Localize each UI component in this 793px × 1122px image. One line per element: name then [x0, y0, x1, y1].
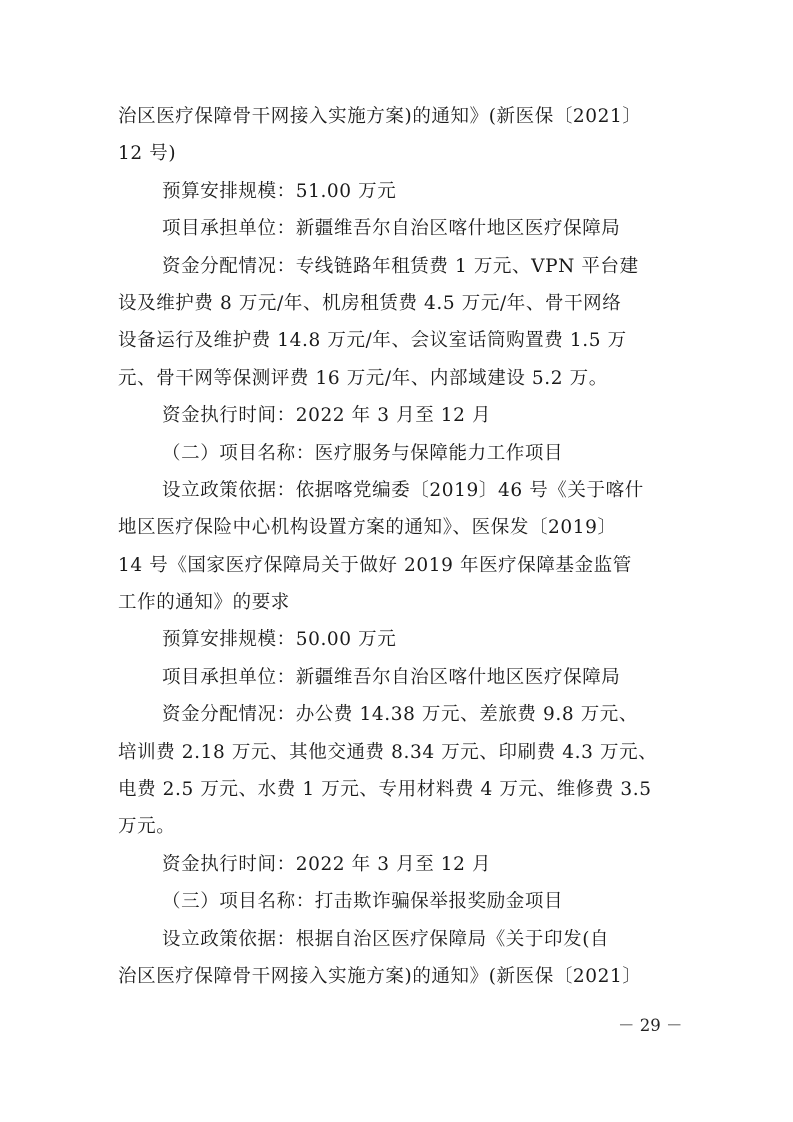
text-line: 万元。	[118, 816, 176, 838]
text-line: 工作的通知》的要求	[118, 592, 290, 614]
text-line: 地区医疗保险中心机构设置方案的通知》、医保发〔2019〕	[118, 517, 617, 539]
responsible-unit-line: 项目承担单位：新疆维吾尔自治区喀什地区医疗保障局	[162, 218, 621, 240]
responsible-unit-line: 项目承担单位：新疆维吾尔自治区喀什地区医疗保障局	[162, 666, 621, 688]
policy-basis-line: 设立政策依据：根据自治区医疗保障局《关于印发(自	[162, 928, 610, 950]
section-heading: （二）项目名称：医疗服务与保障能力工作项目	[162, 442, 564, 464]
text-line: 14 号《国家医疗保障局关于做好 2019 年医疗保障基金监管	[118, 554, 632, 576]
text-line: 培训费 2.18 万元、其他交通费 8.34 万元、印刷费 4.3 万元、	[118, 741, 658, 763]
execution-time-line: 资金执行时间：2022 年 3 月至 12 月	[162, 405, 492, 427]
text-line: 电费 2.5 万元、水费 1 万元、专用材料费 4 万元、维修费 3.5	[118, 779, 652, 801]
text-line: 设及维护费 8 万元/年、机房租赁费 4.5 万元/年、骨干网络	[118, 292, 622, 314]
text-line: 12 号)	[118, 143, 177, 165]
budget-scale-line: 预算安排规模：51.00 万元	[162, 180, 397, 202]
fund-allocation-line: 资金分配情况：专线链路年租赁费 1 万元、VPN 平台建	[162, 255, 639, 277]
execution-time-line: 资金执行时间：2022 年 3 月至 12 月	[162, 853, 492, 875]
text-line: 治区医疗保障骨干网接入实施方案)的通知》(新医保〔2021〕	[118, 106, 642, 127]
page-number: － 29 －	[618, 1016, 683, 1035]
text-line: 治区医疗保障骨干网接入实施方案)的通知》(新医保〔2021〕	[118, 965, 642, 987]
text-line: 设备运行及维护费 14.8 万元/年、会议室话筒购置费 1.5 万	[118, 330, 627, 352]
section-heading: （三）项目名称：打击欺诈骗保举报奖励金项目	[162, 891, 564, 913]
budget-scale-line: 预算安排规模：50.00 万元	[162, 629, 397, 651]
policy-basis-line: 设立政策依据：依据喀党编委〔2019〕46 号《关于喀什	[162, 479, 644, 501]
text-line: 元、骨干网等保测评费 16 万元/年、内部域建设 5.2 万。	[118, 367, 608, 389]
fund-allocation-line: 资金分配情况：办公费 14.38 万元、差旅费 9.8 万元、	[162, 704, 639, 726]
document-body	[118, 98, 686, 995]
